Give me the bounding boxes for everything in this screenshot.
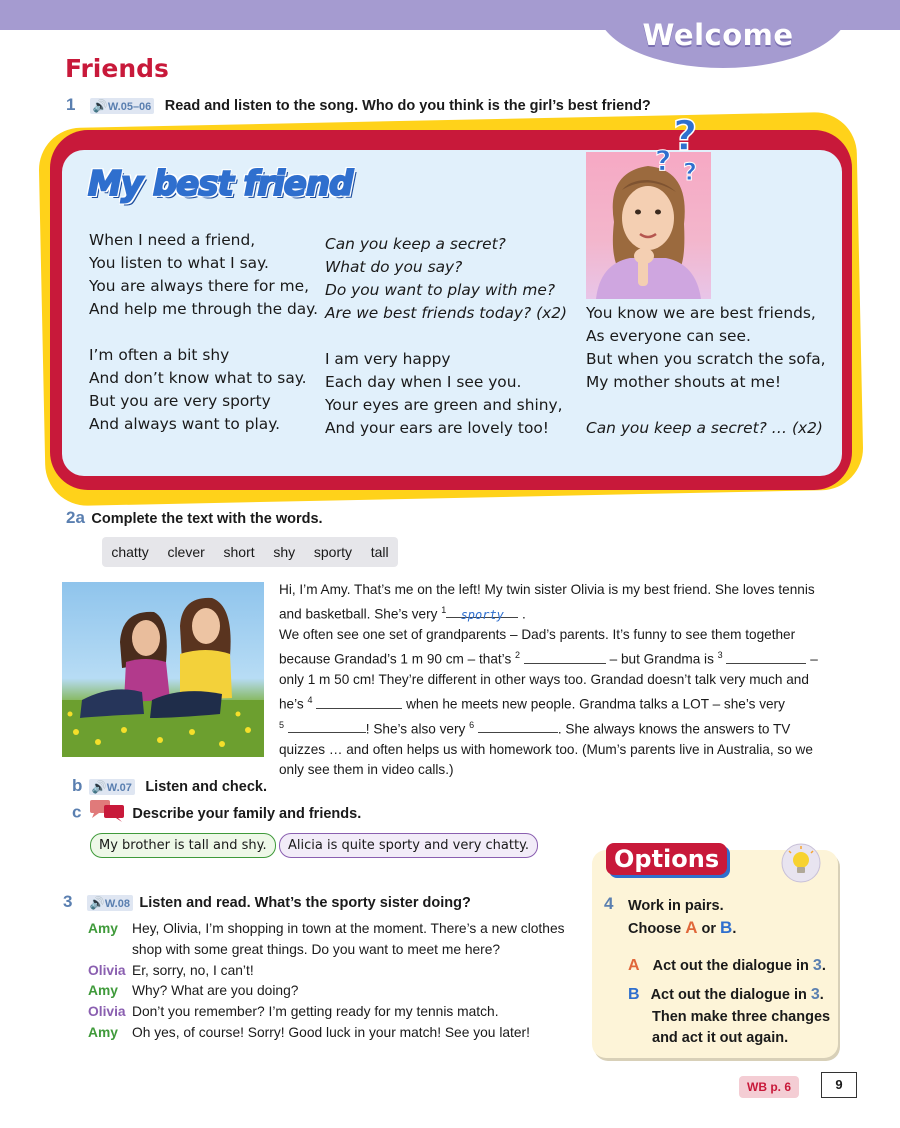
gap-3[interactable] (726, 651, 806, 664)
text-line: he’s $^4$ when he meets new people. Grandma talks a LOT – she’s very (279, 695, 785, 712)
options-badge (606, 843, 727, 875)
option-b: B Act out the dialogue in 3. Then make three changes and act it out again. (628, 986, 831, 1046)
option-a: A Act out the dialogue in 3. (628, 957, 826, 974)
text-line: because Grandad’s 1 m 90 cm – that’s $^2$ – but Grandma is $^3$ – (279, 650, 818, 667)
svg-text:?: ? (655, 144, 672, 177)
lyric-line: And don’t know what to say. (89, 369, 307, 387)
workbook-ref[interactable]: WB p. 6 (739, 1076, 799, 1098)
gap-2[interactable] (524, 651, 606, 664)
lyric-line: When I need a friend, (89, 231, 256, 249)
ex2a-number: 2a (66, 508, 85, 527)
lyric-line: And always want to play. (89, 415, 281, 433)
lyric-line: Are we best friends today? (x2) (325, 304, 568, 322)
text-line: only 1 m 50 cm! They’re different in other ways too. Grandad doesn’t talk very much and (279, 671, 809, 687)
ex2b-heading (72, 776, 267, 796)
ex2b-letter: b (72, 776, 83, 795)
ex2c-instruction: Describe your family and friends. (132, 805, 362, 822)
ex2a-instruction: Complete the text with the words. (91, 511, 323, 527)
word: clever (167, 544, 205, 560)
word: tall (370, 544, 389, 560)
text-line: and basketball. She’s very $^1$ sporty . (279, 605, 526, 622)
lyric-line: But when you scratch the sofa, (586, 350, 826, 368)
ex3-audio-badge[interactable]: 🔊W.08 (87, 895, 133, 911)
lightbulb-icon (781, 843, 821, 888)
speaker-icon: 🔊 (92, 98, 108, 113)
speech-bubbles-icon (90, 800, 126, 827)
example-bubble-2: Alicia is quite sporty and very chatty. (279, 833, 538, 858)
word: short (223, 544, 255, 560)
dialogue-row: Olivia Er, sorry, no, I can’t! (88, 962, 254, 978)
lyric-line: Your eyes are green and shiny, (325, 396, 563, 414)
ex4-instruction: Work in pairs. Choose A or B. (628, 898, 737, 937)
dialogue-row: Amy Why? What are you doing? (88, 983, 299, 999)
dialogue-row: shop with some great things. Do you want to meet me here? (132, 941, 501, 957)
ex2c-letter: c (72, 802, 82, 822)
lyric-line: My mother shouts at me! (586, 373, 782, 391)
lyric-line: As everyone can see. (586, 327, 751, 345)
twins-photo (62, 582, 264, 757)
lyric-line: I am very happy (325, 350, 451, 368)
dialogue (88, 919, 588, 1044)
lyrics-col2 (325, 233, 567, 440)
page-number: 9 (821, 1072, 857, 1098)
ex4-number: 4 (604, 894, 614, 913)
gap-6[interactable] (478, 720, 558, 733)
ex2b-audio-badge[interactable]: 🔊W.07 (89, 779, 135, 795)
ex2b-instruction: Listen and check. (145, 779, 268, 795)
speaker-icon: 🔊 (91, 779, 107, 794)
options-title: Options (614, 845, 720, 873)
lyric-line: You know we are best friends, (586, 304, 816, 322)
lyric-line: I’m often a bit shy (89, 346, 230, 364)
lyric-line: Do you want to play with me? (325, 281, 556, 299)
svg-text:?: ? (683, 158, 697, 182)
ex3-instruction: Listen and read. What’s the sporty sister doing? (139, 895, 471, 911)
gap-4[interactable] (316, 696, 402, 709)
word: sporty (313, 544, 352, 560)
lyrics-col3 (586, 302, 826, 440)
lyrics-col1 (89, 229, 318, 436)
lyric-line: You are always there for me, (89, 277, 309, 295)
text-line: quizzes … and often helps us with homework too. (Mum’s parents live in Australia, so we (279, 741, 813, 757)
text-line: We often see one set of grandparents – Dad’s parents. It’s funny to see them together (279, 626, 796, 642)
question-marks-icon (655, 112, 715, 186)
reading-text (279, 580, 827, 780)
lyric-line: Can you keep a secret? … (x2) (586, 419, 823, 437)
lyric-line: Each day when I see you. (325, 373, 522, 391)
text-line: $^5$ ! She’s also very $^6$ . She always knows the answers to TV (279, 719, 791, 737)
text-line: only see them in video calls.) (279, 761, 454, 777)
ex2a-heading (66, 508, 323, 528)
welcome-label: Welcome (642, 18, 794, 52)
dialogue-row: Amy Oh yes, of course! Sorry! Good luck in your match! See you later! (88, 1024, 530, 1040)
text-line: Hi, I’m Amy. That’s me on the left! My twin sister Olivia is my best friend. She loves tennis (279, 582, 815, 597)
speaker-icon: 🔊 (89, 895, 105, 910)
ex1-number: 1 (66, 95, 76, 114)
gap-5[interactable] (288, 720, 366, 733)
ex2c-heading (72, 800, 361, 827)
lyric-line: And your ears are lovely too! (325, 419, 549, 437)
lyric-line: You listen to what I say. (89, 254, 269, 272)
word: chatty (111, 544, 149, 560)
svg-text:?: ? (673, 112, 698, 160)
lyric-line: What do you say? (325, 258, 463, 276)
page-title: Friends (65, 54, 169, 83)
answer-1: sporty (460, 607, 504, 622)
ex1-audio-badge[interactable]: 🔊W.05–06 (90, 98, 154, 114)
word-box (102, 537, 398, 567)
gap-1[interactable] (446, 605, 518, 622)
lyric-line: And help me through the day. (89, 300, 318, 318)
ex1-heading (66, 95, 651, 115)
ex3-heading (63, 892, 471, 912)
ex3-number: 3 (63, 892, 73, 911)
dialogue-row: Amy Hey, Olivia, I’m shopping in town at the moment. There’s a new clothes (88, 921, 565, 936)
song-title: My best friend (88, 164, 353, 204)
ex1-instruction: Read and listen to the song. Who do you think is the girl’s best friend? (164, 98, 651, 114)
word: shy (273, 544, 296, 560)
lyric-line: Can you keep a secret? (325, 235, 506, 253)
lyric-line: But you are very sporty (89, 392, 271, 410)
dialogue-row: Olivia Don’t you remember? I’m getting ready for my tennis match. (88, 1004, 499, 1020)
example-bubble-1: My brother is tall and shy. (90, 833, 276, 858)
